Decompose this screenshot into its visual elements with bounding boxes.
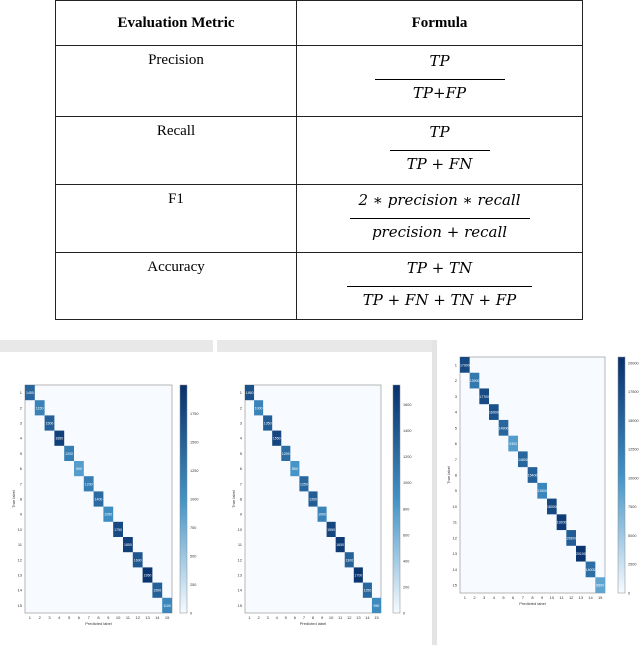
x-tick-label: 5 xyxy=(67,615,71,620)
colorbar-tick-label: 17500 xyxy=(628,390,639,395)
y-tick-label: 2 xyxy=(19,405,22,411)
metric-accuracy: Accuracy xyxy=(147,259,205,275)
metric-precision: Precision xyxy=(148,52,204,68)
y-tick-label: 11 xyxy=(452,519,457,525)
colorbar xyxy=(618,357,625,593)
cell-value: 1550 xyxy=(327,527,336,532)
x-tick-label: 3 xyxy=(48,615,51,620)
colorbar-tick-label: 500 xyxy=(190,554,197,559)
y-tick-label: 11 xyxy=(237,542,242,548)
x-tick-label: 6 xyxy=(512,595,515,600)
header-formula: Formula xyxy=(297,1,583,46)
y-tick-label: 10 xyxy=(452,503,457,509)
y-tick-label: 14 xyxy=(237,587,242,593)
x-tick-label: 13 xyxy=(145,615,150,620)
cell-value: 1500 xyxy=(45,421,54,426)
cell-value: 1500 xyxy=(153,588,162,593)
x-tick-label: 7 xyxy=(87,615,90,620)
cell-value: 20100 xyxy=(575,552,586,557)
cell-value: 1050 xyxy=(104,512,113,517)
y-tick-label: 13 xyxy=(237,572,242,578)
cell-value: 1750 xyxy=(114,527,122,532)
x-tick-label: 8 xyxy=(97,615,100,620)
colorbar-tick-label: 1600 xyxy=(403,403,412,408)
y-tick-label: 15 xyxy=(237,602,242,608)
precision-formula xyxy=(297,52,582,102)
y-tick-label: 12 xyxy=(237,557,242,563)
numerator: 2 ∗ precision ∗ recall xyxy=(358,191,521,209)
cell-value: 1200 xyxy=(281,451,290,456)
cell-value: 14900 xyxy=(498,426,509,431)
y-tick-label: 3 xyxy=(454,393,457,399)
cell-value: 1700 xyxy=(354,573,363,578)
colorbar-tick-label: 750 xyxy=(190,526,197,530)
cell-value: 18000 xyxy=(546,504,557,509)
y-tick-label: 9 xyxy=(19,511,22,517)
cell-value: 1250 xyxy=(300,482,308,487)
y-axis-label: True label xyxy=(11,490,16,508)
y-tick-label: 12 xyxy=(17,557,22,563)
cell-value: 1850 xyxy=(124,543,132,548)
x-tick-label: 9 xyxy=(541,595,544,600)
y-tick-label: 15 xyxy=(17,602,22,608)
cell-value: 16900 xyxy=(488,410,499,415)
colorbar-tick-label: 1200 xyxy=(403,455,412,460)
cell-value: 1450 xyxy=(26,391,34,396)
x-tick-label: 11 xyxy=(125,615,130,620)
cell-value: 14000 xyxy=(585,567,596,572)
y-tick-label: 6 xyxy=(239,466,242,472)
header-metric: Evaluation Metric xyxy=(56,1,297,46)
metric-f1: F1 xyxy=(168,191,184,207)
y-tick-label: 6 xyxy=(454,441,457,447)
x-tick-label: 8 xyxy=(311,615,315,620)
x-tick-label: 13 xyxy=(356,615,361,620)
cell-value: 1000 xyxy=(318,512,326,517)
cell-value: 900 xyxy=(75,467,82,472)
cell-value: 1150 xyxy=(35,406,44,411)
cell-value: 1450 xyxy=(245,391,254,396)
cell-value: 1400 xyxy=(94,497,103,502)
cell-value: 11500 xyxy=(537,489,547,494)
cell-value: 14800 xyxy=(517,457,528,462)
y-tick-label: 1 xyxy=(239,390,242,396)
y-tick-label: 6 xyxy=(19,466,22,472)
colorbar-tick-label: 400 xyxy=(403,559,410,564)
cell-value: 15400 xyxy=(527,473,538,478)
x-tick-label: 4 xyxy=(58,615,61,620)
y-tick-label: 5 xyxy=(239,450,242,456)
x-tick-label: 12 xyxy=(568,595,574,600)
y-tick-label: 10 xyxy=(17,526,22,532)
y-tick-label: 14 xyxy=(452,566,457,572)
confusion-matrix-3 xyxy=(432,340,640,645)
x-tick-label: 14 xyxy=(588,595,593,600)
accuracy-formula xyxy=(297,259,582,309)
colorbar-tick-label: 15000 xyxy=(628,418,639,423)
x-axis-label: Predicted label xyxy=(519,601,546,606)
cell-value: 1200 xyxy=(84,482,93,487)
x-tick-label: 15 xyxy=(164,615,170,620)
x-tick-label: 4 xyxy=(492,595,495,600)
colorbar-tick-label: 1250 xyxy=(190,469,199,473)
y-tick-label: 13 xyxy=(17,572,22,578)
x-tick-label: 10 xyxy=(549,595,555,600)
cell-value: 1350 xyxy=(263,421,272,426)
recall-formula xyxy=(297,123,582,173)
x-axis-label: Predicted label xyxy=(299,621,327,626)
x-tick-label: 2 xyxy=(473,595,476,600)
y-tick-label: 5 xyxy=(454,425,457,431)
y-tick-label: 8 xyxy=(454,472,457,478)
y-tick-label: 14 xyxy=(17,587,22,593)
cell-value: 1000 xyxy=(254,406,263,411)
y-tick-label: 4 xyxy=(454,409,457,415)
y-tick-label: 4 xyxy=(19,435,22,441)
y-tick-label: 7 xyxy=(454,456,457,462)
y-tick-label: 9 xyxy=(454,488,457,494)
cell-value: 1200 xyxy=(65,451,73,456)
y-tick-label: 3 xyxy=(19,420,22,426)
colorbar-tick-label: 2500 xyxy=(628,562,637,567)
y-tick-label: 8 xyxy=(239,496,242,502)
y-tick-label: 7 xyxy=(239,481,242,487)
colorbar-tick-label: 10000 xyxy=(628,476,639,481)
cell-value: 1650 xyxy=(336,543,345,548)
y-tick-label: 13 xyxy=(452,551,457,557)
x-tick-label: 7 xyxy=(521,595,524,600)
colorbar-tick-label: 1000 xyxy=(403,481,412,486)
cell-value: 15800 xyxy=(566,536,577,541)
numerator: TP xyxy=(429,52,450,70)
colorbar-tick-label: 1500 xyxy=(190,440,199,445)
colorbar-tick-label: 20000 xyxy=(628,361,639,366)
cell-value: 850 xyxy=(291,467,298,472)
cell-value: 9300 xyxy=(509,442,518,447)
cell-value: 19200 xyxy=(556,520,567,525)
denominator: TP + FN + TN + FP xyxy=(362,291,517,309)
colorbar-tick-label: 1750 xyxy=(190,412,199,416)
x-tick-label: 14 xyxy=(365,615,370,620)
cell-value: 1950 xyxy=(143,573,152,578)
y-tick-label: 12 xyxy=(452,535,457,541)
x-tick-label: 10 xyxy=(115,615,121,620)
x-tick-label: 14 xyxy=(155,615,160,620)
metric-recall: Recall xyxy=(156,123,196,139)
confusion-matrix-1 xyxy=(0,340,213,645)
cell-value: 1250 xyxy=(363,588,372,593)
cell-value: 1850 xyxy=(55,436,64,441)
y-tick-label: 9 xyxy=(239,511,242,517)
colorbar xyxy=(180,385,187,613)
colorbar-tick-label: 600 xyxy=(403,533,410,538)
x-tick-label: 6 xyxy=(293,615,296,620)
y-tick-label: 11 xyxy=(17,542,22,548)
cell-value: 1600 xyxy=(133,558,142,563)
colorbar-tick-label: 250 xyxy=(190,583,197,587)
x-tick-label: 15 xyxy=(374,615,379,620)
y-tick-label: 2 xyxy=(454,378,457,384)
y-tick-label: 2 xyxy=(239,405,242,411)
y-tick-label: 10 xyxy=(237,526,242,532)
x-tick-label: 1 xyxy=(463,595,466,600)
y-tick-label: 1 xyxy=(19,390,22,396)
colorbar-tick-label: 7500 xyxy=(628,505,637,510)
cell-value: 12900 xyxy=(469,379,480,384)
colorbar-tick-label: 1000 xyxy=(190,497,199,502)
denominator: TP + FN xyxy=(406,155,473,173)
x-tick-label: 2 xyxy=(257,615,260,620)
cell-value: 1100 xyxy=(163,603,171,608)
cell-value: 950 xyxy=(373,603,380,608)
cell-value: 1550 xyxy=(272,436,281,441)
x-tick-label: 6 xyxy=(77,615,81,620)
colorbar-tick-label: 0 xyxy=(628,591,631,596)
x-tick-label: 11 xyxy=(338,615,343,620)
colorbar xyxy=(393,385,400,613)
x-tick-label: 9 xyxy=(107,615,110,620)
x-tick-label: 8 xyxy=(531,595,534,600)
colorbar-tick-label: 0 xyxy=(403,611,406,616)
x-tick-label: 13 xyxy=(578,595,584,600)
x-tick-label: 2 xyxy=(38,615,41,620)
x-tick-label: 12 xyxy=(135,615,140,620)
cell-value: 1300 xyxy=(345,558,354,563)
y-tick-label: 5 xyxy=(19,450,22,456)
x-tick-label: 1 xyxy=(28,615,32,620)
y-tick-label: 7 xyxy=(19,481,22,487)
numerator: TP + TN xyxy=(406,259,473,277)
x-tick-label: 9 xyxy=(320,615,324,620)
cell-value: 17700 xyxy=(479,394,490,399)
y-axis-label: True label xyxy=(231,490,236,508)
cell-value: 8500 xyxy=(596,583,605,588)
x-tick-label: 7 xyxy=(302,615,306,620)
y-tick-label: 3 xyxy=(239,420,242,426)
x-tick-label: 10 xyxy=(328,615,334,620)
metrics-table xyxy=(55,0,583,320)
f1-formula xyxy=(297,191,582,241)
x-tick-label: 4 xyxy=(275,615,278,620)
confusion-matrix-2 xyxy=(217,340,432,645)
denominator: TP+FP xyxy=(412,84,467,102)
colorbar-tick-label: 12500 xyxy=(628,447,639,452)
colorbar-tick-label: 800 xyxy=(403,507,410,512)
x-tick-label: 12 xyxy=(347,615,352,620)
x-axis-label: Predicted label xyxy=(85,621,112,626)
x-tick-label: 1 xyxy=(248,615,251,620)
y-axis-label: True label xyxy=(446,466,451,484)
colorbar-tick-label: 0 xyxy=(190,611,193,616)
x-tick-label: 3 xyxy=(266,615,269,620)
numerator: TP xyxy=(429,123,450,141)
cell-value: 17900 xyxy=(459,363,470,368)
x-tick-label: 5 xyxy=(284,615,287,620)
x-tick-label: 5 xyxy=(502,595,505,600)
y-tick-label: 4 xyxy=(239,435,242,441)
x-tick-label: 11 xyxy=(559,595,564,600)
x-tick-label: 3 xyxy=(483,595,486,600)
y-tick-label: 1 xyxy=(454,362,457,368)
colorbar-tick-label: 5000 xyxy=(628,533,637,538)
y-tick-label: 15 xyxy=(452,582,457,588)
colorbar-tick-label: 1400 xyxy=(403,429,412,434)
colorbar-tick-label: 200 xyxy=(403,585,410,590)
cell-value: 1350 xyxy=(309,497,317,502)
y-tick-label: 8 xyxy=(19,496,22,502)
denominator: precision + recall xyxy=(371,223,508,241)
x-tick-label: 15 xyxy=(597,595,603,600)
